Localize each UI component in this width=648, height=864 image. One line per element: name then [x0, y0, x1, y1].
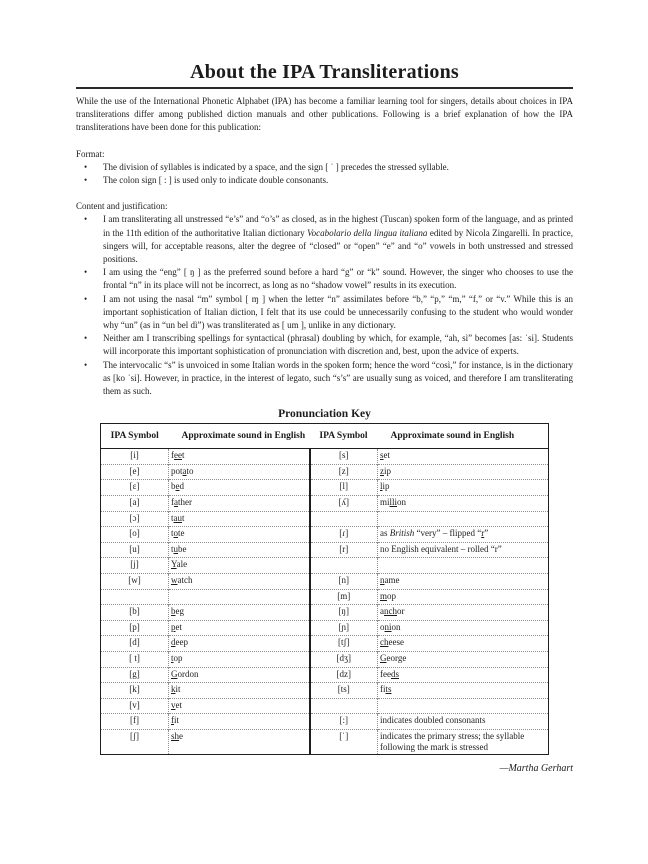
table-header-row [101, 424, 549, 449]
ipa-symbol-cell: [v] [101, 698, 169, 714]
ipa-symbol-cell: [ʎ] [310, 496, 378, 512]
sound-cell: anchor [378, 605, 549, 621]
table-row [101, 714, 549, 730]
list-item [76, 359, 573, 399]
intro-paragraph: While the use of the International Phonetic Alphabet (IPA) has become a familiar learning tool for singers, details about choices in IPA transliterations differ among published diction manuals and other publications. Following is a brief explanation of how the IPA transliterations have been done for this publication: [76, 96, 573, 133]
ipa-symbol-cell: [dz] [310, 667, 378, 683]
sound-cell: feet [169, 449, 310, 465]
sound-cell [169, 589, 310, 605]
table-row [101, 496, 549, 512]
table-row [101, 683, 549, 699]
title-rule [76, 87, 573, 89]
sound-cell: watch [169, 574, 310, 590]
list-item [76, 332, 573, 358]
list-item-text: The colon sign [ : ] is used only to indicate double consonants. [103, 175, 329, 186]
sound-cell: tube [169, 542, 310, 558]
sound-cell: father [169, 496, 310, 512]
ipa-symbol-cell: [m] [310, 589, 378, 605]
sound-cell: million [378, 496, 549, 512]
ipa-symbol-cell: [z] [310, 464, 378, 480]
sound-cell: zip [378, 464, 549, 480]
sound-cell: pet [169, 620, 310, 636]
list-item [76, 161, 573, 174]
ipa-symbol-cell: [dʒ] [310, 651, 378, 667]
ipa-symbol-cell: [ɔ] [101, 511, 169, 527]
sound-cell: she [169, 729, 310, 754]
table-row [101, 558, 549, 574]
sound-cell: indicates the primary stress; the syllable following the mark is stressed [378, 729, 549, 754]
list-item [76, 266, 573, 292]
table-row [101, 636, 549, 652]
list-item [76, 213, 573, 266]
table-row [101, 449, 549, 465]
sound-cell: tote [169, 527, 310, 543]
sound-cell: bed [169, 480, 310, 496]
header-ipa-symbol-right: IPA Symbol [310, 424, 378, 449]
bullet-icon: • [84, 267, 88, 278]
ipa-symbol-cell: [j] [101, 558, 169, 574]
ipa-symbol-cell: [w] [101, 574, 169, 590]
ipa-symbol-cell [310, 558, 378, 574]
header-sound-right: Approximate sound in English [378, 424, 549, 449]
table-row [101, 589, 549, 605]
ipa-symbol-cell [101, 589, 169, 605]
sound-cell: Yale [169, 558, 310, 574]
table-row [101, 542, 549, 558]
ipa-symbol-cell: [o] [101, 527, 169, 543]
content-heading: Content and justification: [76, 201, 168, 212]
ipa-symbol-cell [310, 698, 378, 714]
format-list [76, 161, 573, 187]
format-heading: Format: [76, 148, 105, 159]
list-item-text: The division of syllables is indicated by a space, and the sign [ ˈ ] precedes the stressed syllable. [103, 161, 449, 172]
table-row [101, 464, 549, 480]
ipa-symbol-cell: [:] [310, 714, 378, 730]
ipa-symbol-cell: [b] [101, 605, 169, 621]
list-item-text: I am using the “eng” [ ŋ ] as the preferred sound before a hard “g” or “k” sound. However, the singer who chooses to use the frontal “n” in its place will not be incorrect, as long as no “shadow vowel” results in its execution. [103, 267, 573, 291]
bullet-icon: • [84, 214, 88, 225]
ipa-symbol-cell: [ŋ] [310, 605, 378, 621]
sound-cell: deep [169, 636, 310, 652]
bullet-icon: • [84, 293, 88, 304]
sound-cell: top [169, 651, 310, 667]
list-item-text: I am transliterating all unstressed “e’s” and “o’s” as closed, as in the highest (Tuscan) spoken form of the language, and as printed in the 11th edition of the authoritative Italian dictionary Vocabolario della lingua italiana edited by Nicola Zingarelli. In practice, singers will, for acceptable reasons, alter the degree of “closed” or “open” “e” and “o” vowels in both unstressed and stressed positions. [103, 214, 573, 265]
ipa-symbol-cell: [u] [101, 542, 169, 558]
sound-cell: lip [378, 480, 549, 496]
sound-cell [378, 558, 549, 574]
sound-cell: potato [169, 464, 310, 480]
list-item [76, 293, 573, 333]
sound-cell: cheese [378, 636, 549, 652]
sound-cell: fit [169, 714, 310, 730]
ipa-symbol-cell: [s] [310, 449, 378, 465]
table-row [101, 605, 549, 621]
sound-cell: as British “very” – flipped “r” [378, 527, 549, 543]
table-row [101, 480, 549, 496]
sound-cell: no English equivalent – rolled “r” [378, 542, 549, 558]
ipa-symbol-cell: [p] [101, 620, 169, 636]
table-row [101, 511, 549, 527]
bullet-icon: • [84, 161, 88, 172]
ipa-symbol-cell: [g] [101, 667, 169, 683]
sound-cell: vet [169, 698, 310, 714]
ipa-symbol-cell: [k] [101, 683, 169, 699]
ipa-symbol-cell: [ʃ] [101, 729, 169, 754]
list-item [76, 174, 573, 187]
ipa-symbol-cell: [n] [310, 574, 378, 590]
header-sound-left: Approximate sound in English [169, 424, 310, 449]
pronunciation-key-title: Pronunciation Key [278, 408, 371, 421]
sound-cell: George [378, 651, 549, 667]
sound-cell: name [378, 574, 549, 590]
table-row [101, 574, 549, 590]
ipa-symbol-cell: [l] [310, 480, 378, 496]
sound-cell: kit [169, 683, 310, 699]
ipa-symbol-cell: [ˈ] [310, 729, 378, 754]
sound-cell [378, 511, 549, 527]
ipa-symbol-cell: [ts] [310, 683, 378, 699]
list-item-text: Neither am I transcribing spellings for syntactical (phrasal) doubling by which, for example, “ah, sì” becomes [as: ˈsi]. Students will incorporate this important sophistication of pronunciation with discretion and, best, upon the advice of experts. [103, 333, 573, 357]
table-row [101, 667, 549, 683]
sound-cell: fits [378, 683, 549, 699]
sound-cell: Gordon [169, 667, 310, 683]
sound-cell: beg [169, 605, 310, 621]
ipa-symbol-cell [310, 511, 378, 527]
list-item-text: I am not using the nasal “m” symbol [ ɱ ] when the letter “n” assimilates before “b,” “p,” “m,” “f,” or “v.” While this is an important sophistication of Italian diction, I felt that its use could be unnecessarily confusing to the student who would wonder why “un” (as in “un bel dì”) was transliterated as [ um ], unlike in any dictionary. [103, 293, 573, 331]
author-signature: —Martha Gerhart [499, 762, 573, 774]
pronunciation-table-body [101, 449, 549, 755]
ipa-symbol-cell: [tʃ] [310, 636, 378, 652]
bullet-icon: • [84, 359, 88, 370]
sound-cell: set [380, 450, 391, 461]
ipa-symbol-cell: [ɲ] [310, 620, 378, 636]
table-row [101, 651, 549, 667]
sound-cell: indicates doubled consonants [378, 714, 549, 730]
table-row [101, 527, 549, 543]
ipa-symbol-cell: [ɛ] [101, 480, 169, 496]
table-row [101, 698, 549, 714]
ipa-symbol-cell: [ɾ] [310, 527, 378, 543]
bullet-icon: • [84, 175, 88, 186]
sound-cell: feeds [378, 667, 549, 683]
ipa-symbol-cell: [a] [101, 496, 169, 512]
header-ipa-symbol-left: IPA Symbol [101, 424, 169, 449]
page-content [76, 60, 573, 775]
list-item-text: The intervocalic “s” is unvoiced in some Italian words in the spoken form; hence the word “così,” for instance, is in the dictionary as [ko ˈsi]. However, in practice, in the interest of legato, such “s’s” are usually sung as voiced, and therefore I am transliterating them as such. [103, 359, 573, 397]
sound-cell: taut [169, 511, 310, 527]
page-title: About the IPA Transliterations [190, 61, 459, 83]
ipa-symbol-cell: [f] [101, 714, 169, 730]
ipa-symbol-cell: [r] [310, 542, 378, 558]
ipa-symbol-cell: [ t] [101, 651, 169, 667]
bullet-icon: • [84, 333, 88, 344]
ipa-symbol-cell: [i] [101, 449, 169, 465]
ipa-symbol-cell: [e] [101, 464, 169, 480]
sound-cell: mop [378, 589, 549, 605]
table-row [101, 620, 549, 636]
sound-cell: onion [378, 620, 549, 636]
pronunciation-table [100, 423, 549, 755]
content-list [76, 213, 573, 398]
table-row [101, 729, 549, 754]
ipa-symbol-cell: [d] [101, 636, 169, 652]
sound-cell [378, 698, 549, 714]
